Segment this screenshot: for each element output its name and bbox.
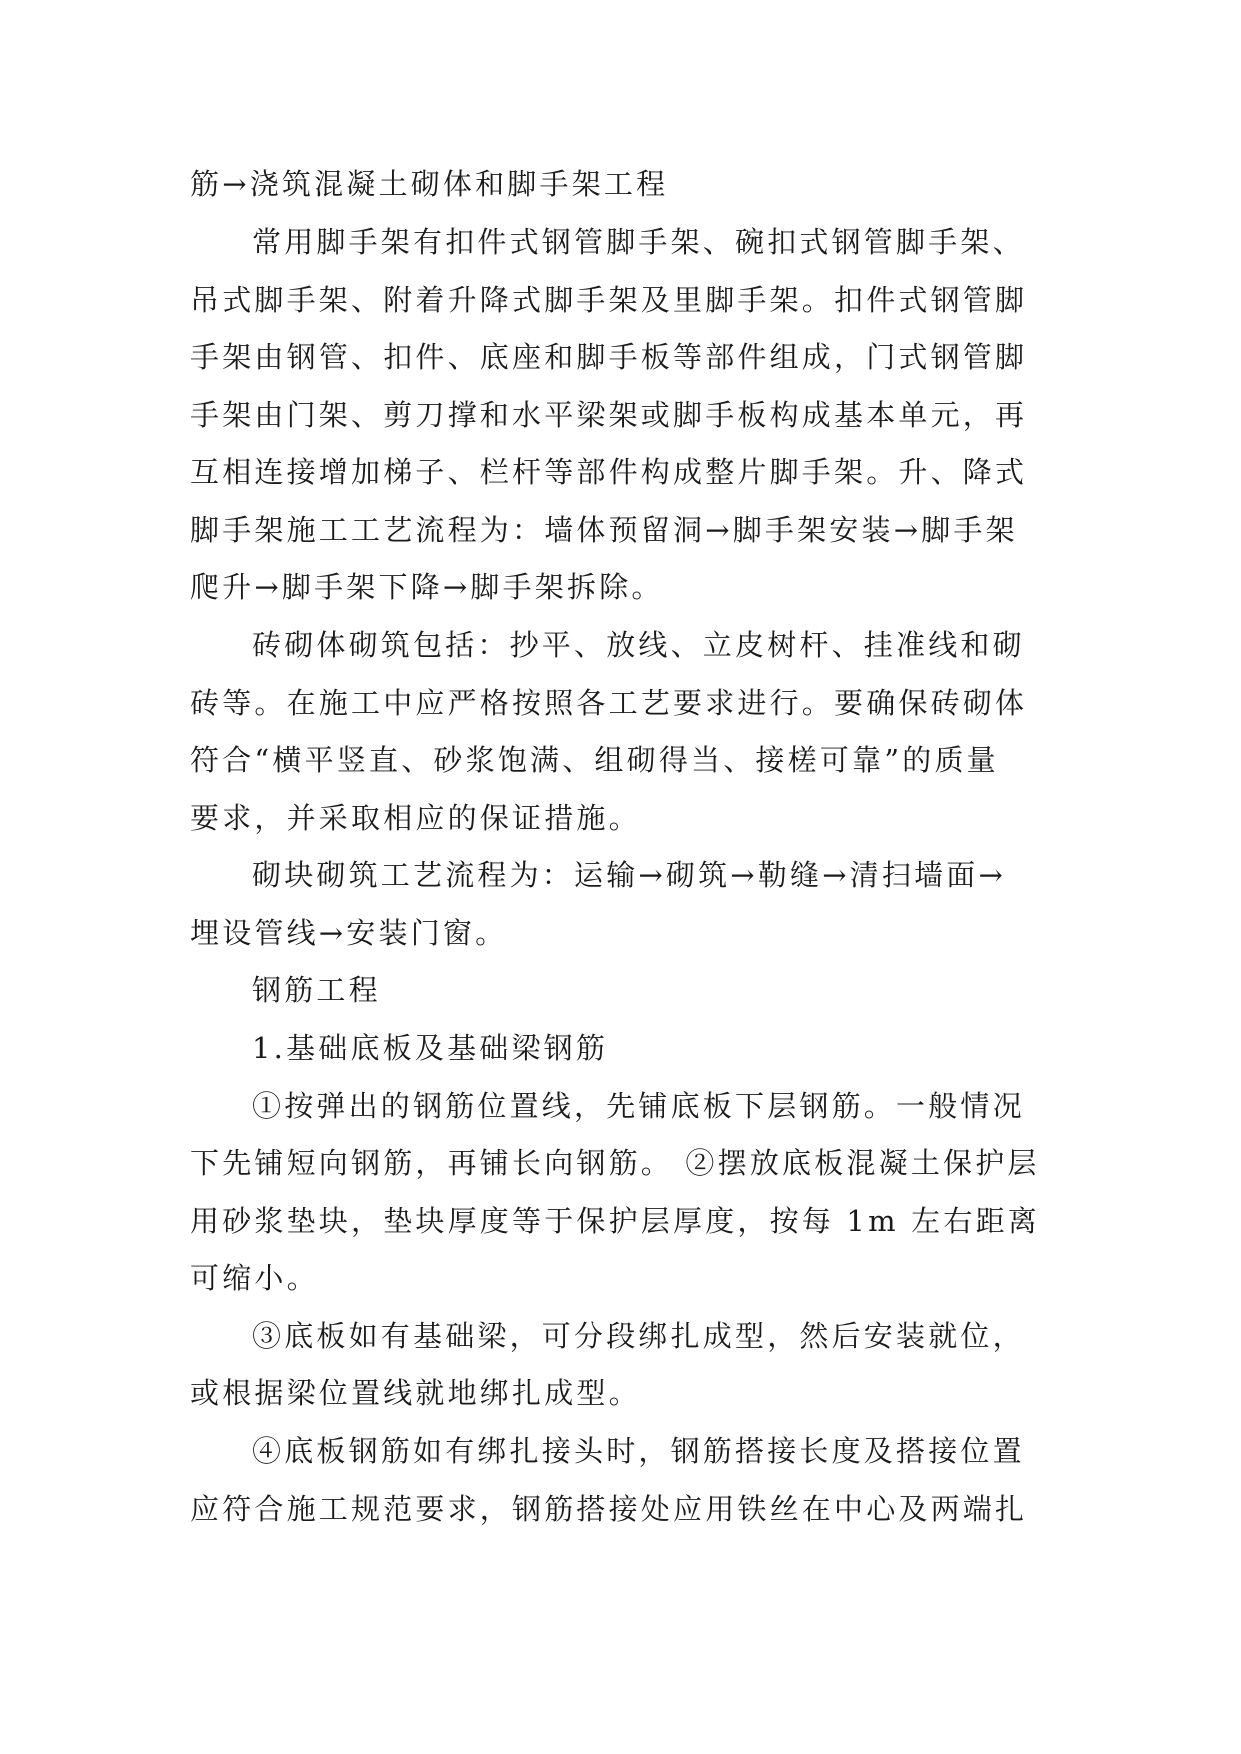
text-line: 用砂浆垫块，垫块厚度等于保护层厚度，按每 1m 左右距离 [190, 1204, 1040, 1238]
text-line: 应符合施工规范要求，钢筋搭接处应用铁丝在中心及两端扎 [190, 1492, 1028, 1526]
text-line: 符合“横平竖直、砂浆饱满、组砌得当、接槎可靠”的质量 [190, 743, 999, 777]
text-line: 手架由门架、剪刀撑和水平梁架或脚手板构成基本单元，再 [190, 398, 1028, 432]
text-line-item-4: ④底板钢筋如有绑扎接头时，钢筋搭接长度及搭接位置 [252, 1434, 1025, 1468]
text-line: 脚手架施工工艺流程为：墙体预留洞→脚手架安装→脚手架 [190, 513, 1018, 547]
text-line: 爬升→脚手架下降→脚手架拆除。 [190, 570, 664, 604]
text-line: 吊式脚手架、附着升降式脚手架及里脚手架。扣件式钢管脚 [190, 283, 1028, 317]
text-line-item-3: ③底板如有基础梁，可分段绑扎成型，然后安装就位， [252, 1319, 1025, 1353]
text-line: 要求，并采取相应的保证措施。 [190, 801, 641, 835]
text-line: 埋设管线→安装门窗。 [190, 916, 508, 950]
text-line-item-1: ①按弹出的钢筋位置线，先铺底板下层钢筋。一般情况 [252, 1089, 1025, 1123]
section-heading-rebar: 钢筋工程 [252, 973, 381, 1007]
text-line: 下先铺短向钢筋，再铺长向钢筋。 ②摆放底板混凝土保护层 [190, 1146, 1040, 1180]
text-line-continuation: 筋→浇筑混凝土砌体和脚手架工程 [190, 167, 669, 201]
text-line: 手架由钢管、扣件、底座和脚手板等部件组成，门式钢管脚 [190, 340, 1028, 374]
text-line: 互相连接增加梯子、栏杆等部件构成整片脚手架。升、降式 [190, 455, 1028, 489]
text-line-block-masonry: 砌块砌筑工艺流程为：运输→砌筑→勒缝→清扫墙面→ [252, 858, 1006, 892]
text-line: 或根据梁位置线就地绑扎成型。 [190, 1376, 641, 1410]
text-line-scaffold-intro: 常用脚手架有扣件式钢管脚手架、碗扣式钢管脚手架、 [252, 225, 1025, 259]
text-line: 砖等。在施工中应严格按照各工艺要求进行。要确保砖砌体 [190, 686, 1028, 720]
text-line: 可缩小。 [190, 1261, 319, 1295]
text-line-brick-masonry: 砖砌体砌筑包括：抄平、放线、立皮树杆、挂准线和砌 [252, 628, 1025, 662]
subsection-heading-foundation: 1.基础底板及基础梁钢筋 [252, 1031, 609, 1065]
